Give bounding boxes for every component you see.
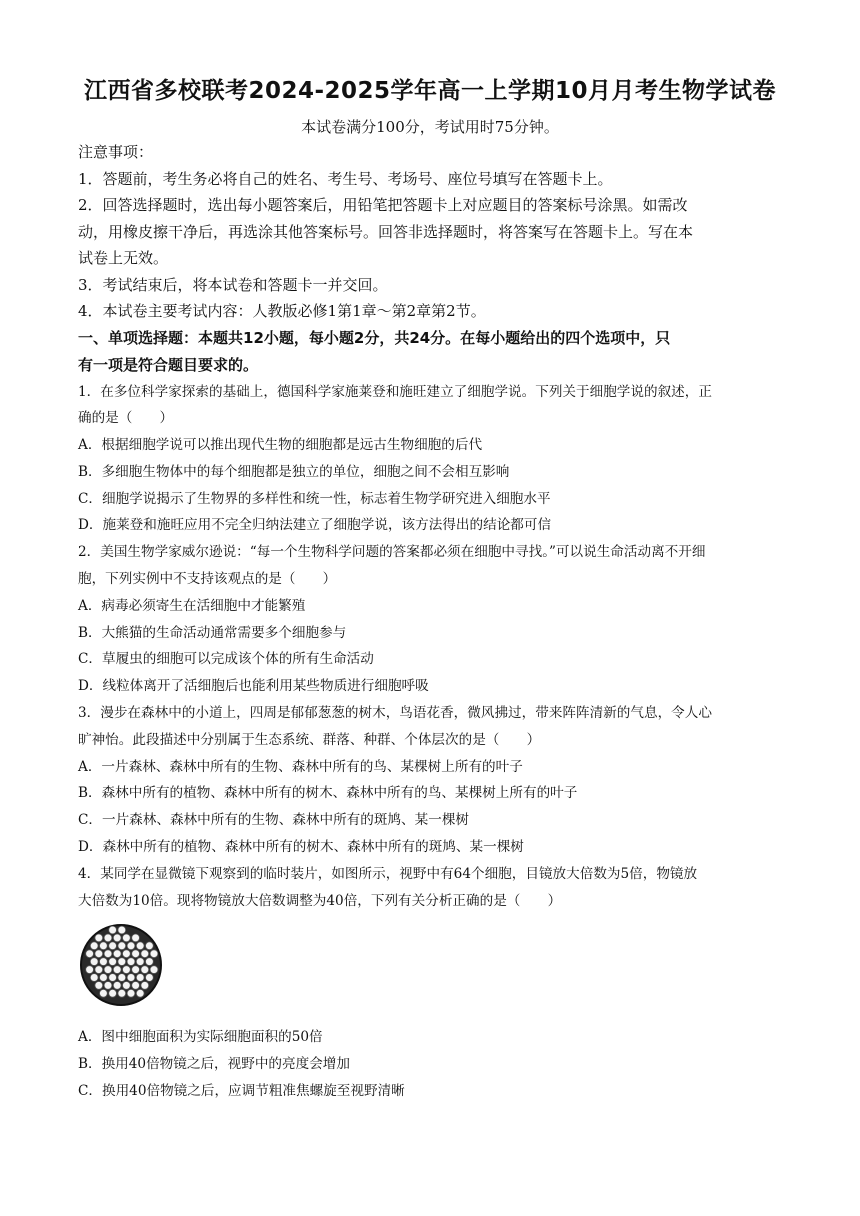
cell-mark — [118, 958, 126, 966]
cell-mark — [95, 966, 103, 974]
cell-mark — [118, 942, 126, 950]
notice-item: 1．答题前，考生务必将自己的姓名、考生号、考场号、座位号填写在答题卡上。 — [78, 169, 613, 188]
option-a: A．图中细胞面积为实际细胞面积的50倍 — [78, 1029, 323, 1046]
page-subtitle: 本试卷满分100分，考试用时75分钟。 — [301, 118, 559, 136]
option-b: B．多细胞生物体中的每个细胞都是独立的单位，细胞之间不会相互影响 — [78, 463, 510, 480]
cell-mark — [132, 950, 140, 958]
option-b: B．大熊猫的生命活动通常需要多个细胞参与 — [78, 624, 347, 641]
option-d: D．线粒体离开了活细胞后也能利用某些物质进行细胞呼吸 — [78, 678, 429, 695]
cell-mark — [90, 974, 98, 982]
cell-mark — [150, 950, 158, 958]
cell-mark — [90, 942, 98, 950]
cell-mark — [136, 990, 144, 998]
cell-mark — [109, 974, 117, 982]
cell-mark — [109, 958, 117, 966]
cell-mark — [113, 966, 121, 974]
notice-item: 4．本试卷主要考试内容：人教版必修1第1章～第2章第2节。 — [78, 302, 486, 320]
cell-mark — [104, 982, 112, 990]
cell-mark — [127, 942, 135, 950]
section-heading: 有一项是符合题目要求的。 — [78, 355, 259, 374]
option-a: A．病毒必须寄生在活细胞中才能繁殖 — [78, 597, 306, 614]
question-stem: 1．在多位科学家探索的基础上，德国科学家施莱登和施旺建立了细胞学说。下列关于细胞学说的叙述，正 — [78, 383, 712, 400]
notice-item: 动，用橡皮擦干净后，再选涂其他答案标号。回答非选择题时，将答案写在答题卡上。写在本 — [78, 222, 694, 241]
option-c: C．一片森林、森林中所有的生物、森林中所有的斑鸠、某一棵树 — [78, 812, 470, 829]
cell-mark — [104, 966, 112, 974]
microscope-field-icon — [78, 922, 164, 1008]
cell-mark — [100, 942, 108, 950]
option-a: A．根据细胞学说可以推出现代生物的细胞都是远古生物细胞的后代 — [78, 437, 483, 454]
question-stem: 胞，下列实例中不支持该观点的是（ ） — [78, 571, 337, 588]
option-b: B．森林中所有的植物、森林中所有的树木、森林中所有的鸟、某棵树上所有的叶子 — [78, 785, 578, 802]
cell-mark — [95, 982, 103, 990]
exam-body — [78, 139, 784, 1105]
cell-mark — [141, 966, 149, 974]
cell-mark — [104, 950, 112, 958]
cell-mark — [118, 927, 126, 935]
cell-mark — [132, 982, 140, 990]
option-a: A．一片森林、森林中所有的生物、森林中所有的鸟、某棵树上所有的叶子 — [78, 758, 523, 775]
option-c: C．换用40倍物镜之后，应调节粗准焦螺旋至视野清晰 — [78, 1083, 405, 1100]
notice-heading: 注意事项： — [78, 143, 154, 161]
cell-mark — [86, 950, 94, 958]
cell-mark — [136, 942, 144, 950]
notice-item: 试卷上无效。 — [78, 249, 169, 267]
question-stem: 3．漫步在森林中的小道上，四周是郁郁葱葱的树木，鸟语花香，微风拂过，带来阵阵清新的气息，令人心 — [78, 705, 712, 722]
cell-mark — [86, 966, 94, 974]
cell-mark — [113, 982, 121, 990]
cell-mark — [146, 974, 154, 982]
cell-mark — [100, 990, 108, 998]
cell-mark — [136, 974, 144, 982]
option-c: C．草履虫的细胞可以完成该个体的所有生命活动 — [78, 651, 374, 668]
cell-mark — [127, 974, 135, 982]
microscope-field-figure — [78, 922, 784, 1018]
cell-mark — [150, 966, 158, 974]
cell-mark — [141, 982, 149, 990]
cell-mark — [118, 990, 126, 998]
cell-mark — [123, 934, 131, 942]
cell-mark — [123, 966, 131, 974]
cell-mark — [141, 950, 149, 958]
cell-mark — [109, 927, 117, 935]
cell-mark — [127, 958, 135, 966]
cell-mark — [104, 934, 112, 942]
notice-item: 3．考试结束后，将本试卷和答题卡一并交回。 — [78, 275, 388, 294]
cell-mark — [132, 966, 140, 974]
option-b: B．换用40倍物镜之后，视野中的亮度会增加 — [78, 1056, 350, 1073]
cell-mark — [95, 934, 103, 942]
cell-mark — [123, 982, 131, 990]
cell-mark — [113, 950, 121, 958]
question-stem: 4．某同学在显微镜下观察到的临时装片，如图所示，视野中有64个细胞，目镜放大倍数为5倍，物镜放 — [78, 865, 698, 882]
cell-mark — [113, 934, 121, 942]
cell-mark — [146, 958, 154, 966]
section-heading: 一、单项选择题：本题共12小题，每小题2分，共24分。在每小题给出的四个选项中，只 — [78, 328, 671, 347]
cell-mark — [100, 974, 108, 982]
question-stem: 确的是（ ） — [78, 410, 174, 427]
option-d: D．施莱登和施旺应用不完全归纳法建立了细胞学说，该方法得出的结论都可信 — [78, 517, 552, 534]
cell-mark — [136, 958, 144, 966]
question-stem: 旷神怡。此段描述中分别属于生态系统、群落、种群、个体层次的是（ ） — [78, 731, 541, 748]
option-c: C．细胞学说揭示了生物界的多样性和统一性，标志着生物学研究进入细胞水平 — [78, 490, 551, 507]
cell-mark — [132, 934, 140, 942]
question-stem: 2．美国生物学家威尔逊说：“每一个生物科学问题的答案都必须在细胞中寻找。”可以说生命活动离不开细 — [78, 544, 706, 561]
page-title: 江西省多校联考2024-2025学年高一上学期10月月考生物学试卷 — [83, 78, 777, 104]
cell-mark — [146, 942, 154, 950]
cell-mark — [90, 958, 98, 966]
cell-mark — [118, 974, 126, 982]
cell-mark — [109, 990, 117, 998]
cell-mark — [100, 958, 108, 966]
cell-mark — [123, 950, 131, 958]
option-d: D．森林中所有的植物、森林中所有的树木、森林中所有的斑鸠、某一棵树 — [78, 839, 524, 856]
notice-item: 2．回答选择题时，选出每小题答案后，用铅笔把答题卡上对应题目的答案标号涂黑。如需改 — [78, 196, 688, 214]
cell-mark — [127, 990, 135, 998]
cell-mark — [95, 950, 103, 958]
question-stem: 大倍数为10倍。现将物镜放大倍数调整为40倍，下列有关分析正确的是（ ） — [78, 892, 562, 909]
cell-mark — [109, 942, 117, 950]
